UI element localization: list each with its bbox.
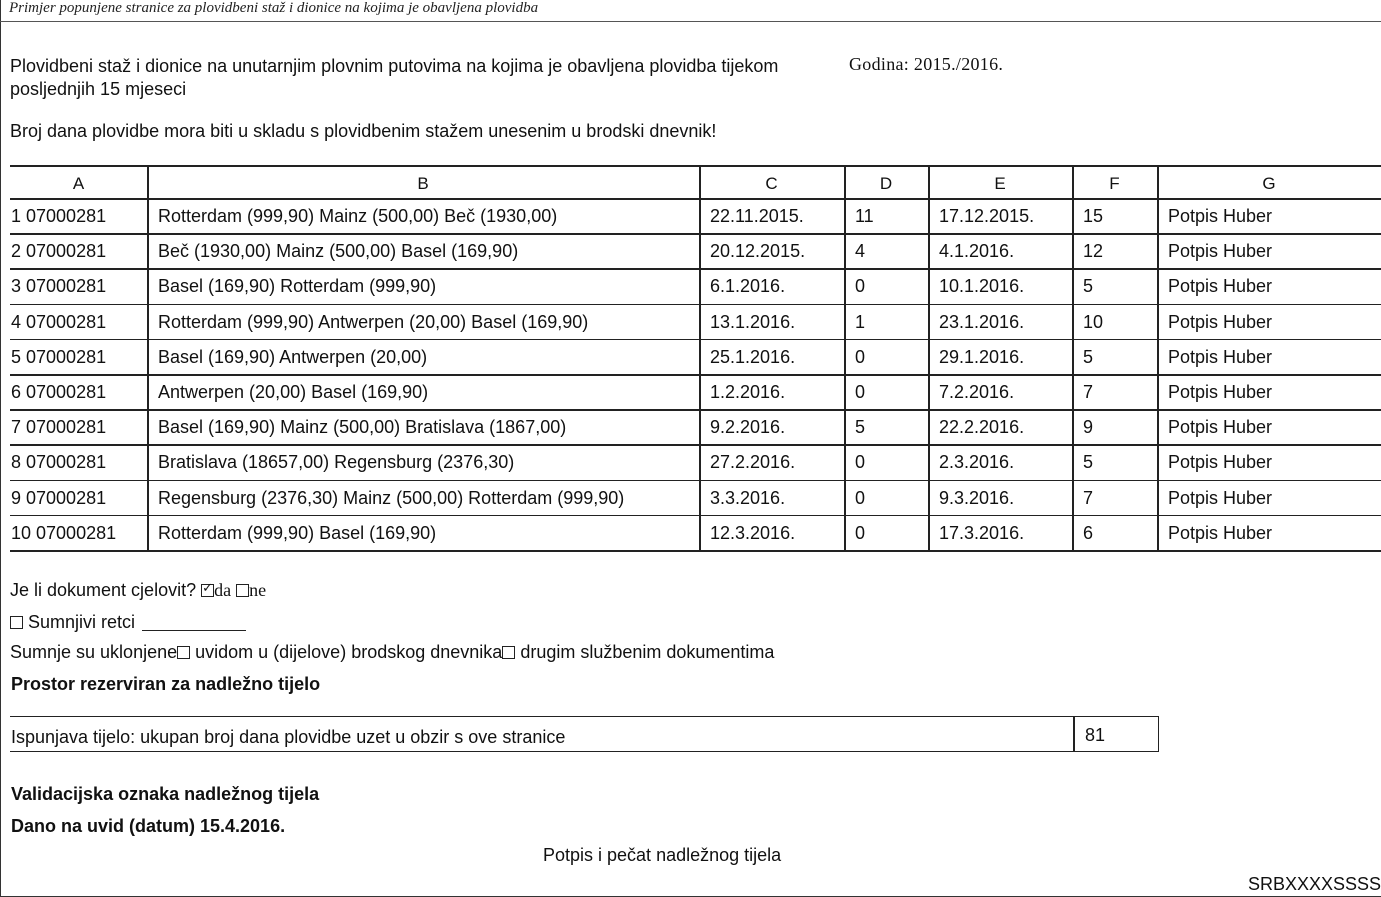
authority-fill-value[interactable]: 81 [1085,725,1106,745]
table-cell-e: 17.12.2015. [939,206,1035,226]
table-row-border [10,480,1381,482]
column-header-f: F [1109,174,1120,193]
checkbox-logbook[interactable] [177,646,190,659]
table-column-border [699,165,701,550]
table-cell-f: 12 [1083,241,1104,262]
table-column-border [928,165,930,550]
table-cell-a: 2 07000281 [11,241,107,262]
table-row-border [10,268,1381,270]
table-cell-g: Potpis Huber [1168,487,1273,508]
table-cell-g: Potpis Huber [1168,206,1273,226]
table-cell-g: Potpis Huber [1168,417,1273,438]
table-cell-b: Basel (169,90) Antwerpen (20,00) [158,346,428,367]
table-cell-d: 0 [855,382,866,402]
table-cell-a: 3 07000281 [11,276,107,297]
table-cell-d: 0 [855,487,866,508]
suspicious-rows-label: Sumnjivi retci [28,612,136,632]
table-cell-g: Potpis Huber [1168,452,1273,473]
table-cell-c: 9.2.2016. [710,417,786,438]
table-column-border [147,165,149,550]
completeness-label: Je li dokument cjelovit? [10,580,197,600]
authority-fill-label: Ispunjava tijelo: ukupan broj dana plovidbe uzet u obzir s ove stranice [11,727,566,747]
checkbox-suspicious-rows[interactable] [10,616,23,629]
table-cell-c: 25.1.2016. [710,346,796,367]
table-cell-g: Potpis Huber [1168,382,1273,402]
table-cell-a: 7 07000281 [11,417,107,438]
table-cell-f: 10 [1083,311,1104,332]
table-cell-d: 11 [855,206,874,226]
table-cell-g: Potpis Huber [1168,346,1273,367]
column-header-b: B [417,174,429,193]
table-cell-d: 5 [855,417,866,438]
table-cell-a: 4 07000281 [11,311,107,332]
table-row-border [10,550,1381,552]
table-cell-a: 5 07000281 [11,346,107,367]
table-cell-b: Rotterdam (999,90) Antwerpen (20,00) Basel (169,90) [158,311,589,332]
table-cell-c: 22.11.2015. [710,206,804,226]
table-cell-d: 0 [855,452,866,473]
table-row-border [10,374,1381,376]
reserved-heading: Prostor rezerviran za nadležno tijelo [11,674,321,694]
table-row-border [10,515,1381,517]
table-cell-b: Regensburg (2376,30) Mainz (500,00) Rotterdam (999,90) [158,487,625,508]
table-cell-f: 7 [1083,382,1094,402]
table-row-border [10,444,1381,446]
doubts-line [10,642,774,663]
table-cell-f: 15 [1083,206,1104,226]
completeness-question [10,580,266,601]
table-cell-b: Basel (169,90) Rotterdam (999,90) [158,276,437,297]
table-cell-f: 6 [1083,522,1094,543]
table-row-border [10,233,1381,235]
table-cell-c: 3.3.2016. [710,487,786,508]
doubts-option-logbook: uvidom u (dijelove) brodskog dnevnika [195,642,503,662]
table-cell-b: Rotterdam (999,90) Mainz (500,00) Beč (1930,00) [158,206,558,226]
column-header-g: G [1262,174,1276,193]
table-cell-d: 1 [855,311,866,332]
table-cell-b: Rotterdam (999,90) Basel (169,90) [158,522,437,543]
table-cell-e: 10.1.2016. [939,276,1025,297]
table-header-border [10,198,1381,200]
warning-text: Broj dana plovidbe mora biti u skladu s plovidbenim stažem unesenim u brodski dnevnik! [10,121,717,141]
authority-fill-divider [1073,716,1075,752]
checkbox-no[interactable] [236,584,249,597]
table-cell-b: Bratislava (18657,00) Regensburg (2376,30) [158,452,515,473]
table-cell-a: 8 07000281 [11,452,107,473]
table-cell-e: 7.2.2016. [939,382,1015,402]
table-cell-f: 5 [1083,276,1094,297]
table-cell-d: 0 [855,522,866,543]
table-cell-a: 1 07000281 [11,206,107,226]
validation-label: Validacijska oznaka nadležnog tijela [11,784,320,804]
table-cell-a: 6 07000281 [11,382,107,402]
table-cell-c: 1.2.2016. [710,382,786,402]
table-cell-f: 9 [1083,417,1094,438]
table-cell-e: 9.3.2016. [939,487,1015,508]
table-row-border [10,339,1381,341]
column-header-e: E [994,174,1006,193]
page-caption: Primjer popunjene stranice za plovidbeni staž i dionice na kojima je obavljena plovidba [9,0,539,16]
table-cell-a: 9 07000281 [11,487,107,508]
table-column-border [1072,165,1074,550]
table-cell-g: Potpis Huber [1168,241,1273,262]
column-header-d: D [879,174,893,193]
table-cell-e: 23.1.2016. [939,311,1025,332]
table-cell-b: Antwerpen (20,00) Basel (169,90) [158,382,429,402]
table-cell-d: 0 [855,276,866,297]
table-cell-b: Beč (1930,00) Mainz (500,00) Basel (169,90) [158,241,519,262]
table-cell-f: 7 [1083,487,1094,508]
doubts-label: Sumnje su uklonjene [10,642,178,662]
checkbox-other-documents[interactable] [502,646,515,659]
table-top-border [10,165,1381,167]
yes-label: da [214,580,232,600]
table-cell-c: 20.12.2015. [710,241,806,262]
table-cell-b: Basel (169,90) Mainz (500,00) Bratislava (1867,00) [158,417,567,438]
table-cell-e: 4.1.2016. [939,241,1015,262]
table-cell-d: 4 [855,241,866,262]
table-cell-c: 27.2.2016. [710,452,796,473]
table-column-border [844,165,846,550]
table-row-border [10,409,1381,411]
table-cell-g: Potpis Huber [1168,276,1273,297]
column-header-c: C [765,174,778,193]
page-title: Plovidbeni staž i dionice na unutarnjim plovnim putovima na kojima je obavljena plovidba tijekom posljednjih 15 mjeseci [10,56,779,99]
suspicious-rows-blank[interactable] [142,617,246,631]
column-header-a: A [72,174,85,193]
table-cell-g: Potpis Huber [1168,522,1273,543]
inspection-date: Dano na uvid (datum) 15.4.2016. [11,816,286,836]
signature-label: Potpis i pečat nadležnog tijela [543,845,782,865]
table-row-border [10,304,1381,306]
table-cell-d: 0 [855,346,866,367]
no-label: ne [249,580,267,600]
table-cell-c: 13.1.2016. [710,311,796,332]
table-cell-e: 17.3.2016. [939,522,1025,543]
suspicious-rows-line [10,612,246,633]
document-code: SRBXXXXSSSS [1247,874,1381,894]
checkbox-yes-checked[interactable] [201,584,214,597]
table-cell-g: Potpis Huber [1168,311,1273,332]
table-cell-c: 6.1.2016. [710,276,786,297]
table-cell-e: 22.2.2016. [939,417,1025,438]
table-cell-e: 2.3.2016. [939,452,1015,473]
table-cell-f: 5 [1083,452,1094,473]
table-cell-c: 12.3.2016. [710,522,796,543]
caption-divider [0,21,1381,22]
year-label: Godina: 2015./2016. [849,54,1004,74]
table-cell-f: 5 [1083,346,1094,367]
doubts-option-other: drugim službenim dokumentima [520,642,775,662]
table-cell-e: 29.1.2016. [939,346,1025,367]
table-cell-a: 10 07000281 [11,522,117,543]
table-column-border [1157,165,1159,550]
